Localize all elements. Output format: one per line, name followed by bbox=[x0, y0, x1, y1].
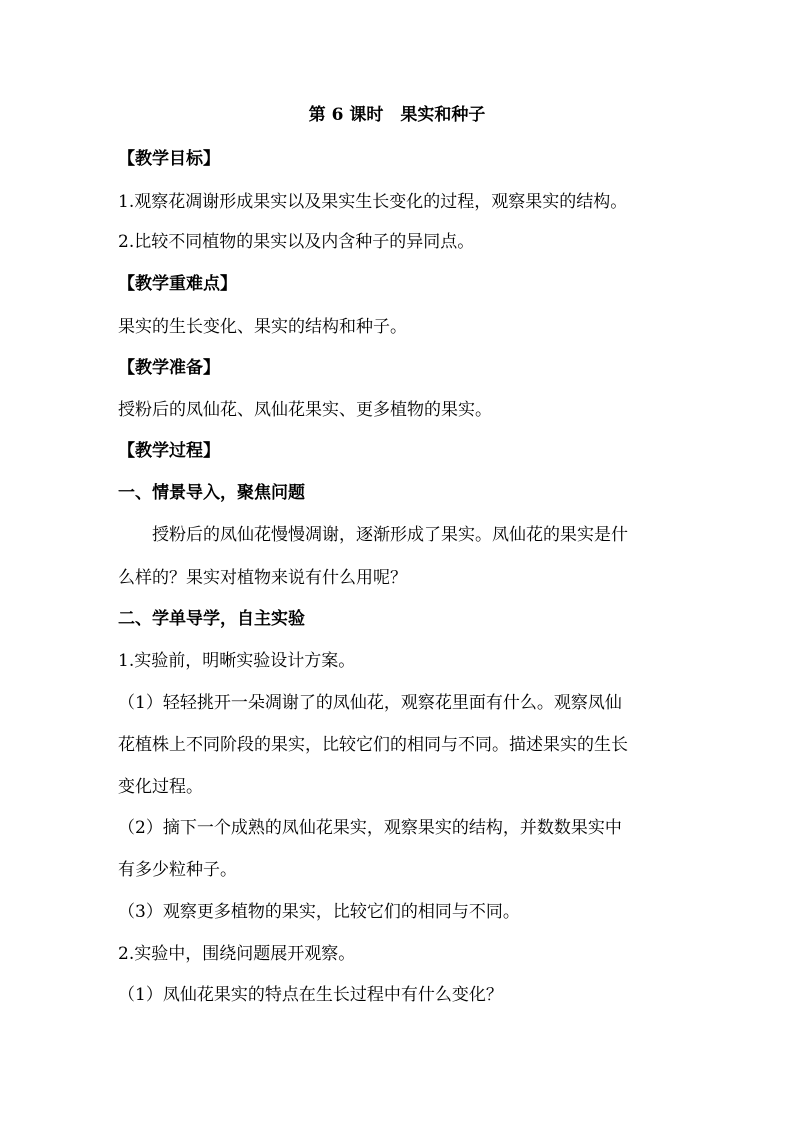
step-1-item-3: （3）观察更多植物的果实，比较它们的相同与不同。 bbox=[118, 902, 520, 922]
section-1-paragraph-line-1: 授粉后的凤仙花慢慢凋谢，逐渐形成了果实。凤仙花的果实是什 bbox=[118, 525, 628, 545]
section-1-paragraph-line-2: 么样的？果实对植物来说有什么用呢？ bbox=[118, 568, 407, 588]
heading-preparation: 【教学准备】 bbox=[118, 358, 220, 378]
step-1-item-2-line-2: 有多少粒种子。 bbox=[118, 860, 237, 880]
page-title: 第 6 课时 果实和种子 bbox=[308, 105, 486, 125]
section-2-heading: 二、学单导学，自主实验 bbox=[118, 609, 305, 629]
section-1-heading: 一、情景导入，聚焦问题 bbox=[118, 483, 305, 503]
goal-item-2: 2.比较不同植物的果实以及内含种子的异同点。 bbox=[118, 232, 475, 252]
step-1-item-1-line-1: （1）轻轻挑开一朵凋谢了的凤仙花，观察花里面有什么。观察凤仙 bbox=[118, 693, 622, 713]
heading-key-points: 【教学重难点】 bbox=[118, 274, 237, 294]
step-1-title: 1.实验前，明晰实验设计方案。 bbox=[118, 651, 356, 671]
step-2-item-1: （1）凤仙花果实的特点在生长过程中有什么变化？ bbox=[118, 985, 503, 1005]
step-2-title: 2.实验中，围绕问题展开观察。 bbox=[118, 944, 356, 964]
step-1-item-2-line-1: （2）摘下一个成熟的凤仙花果实，观察果实的结构，并数数果实中 bbox=[118, 818, 622, 838]
heading-teaching-goals: 【教学目标】 bbox=[118, 149, 220, 169]
key-points-text: 果实的生长变化、果实的结构和种子。 bbox=[118, 317, 407, 337]
preparation-text: 授粉后的凤仙花、凤仙花果实、更多植物的果实。 bbox=[118, 400, 492, 420]
step-1-item-1-line-3: 变化过程。 bbox=[118, 777, 203, 797]
step-1-item-1-line-2: 花植株上不同阶段的果实，比较它们的相同与不同。描述果实的生长 bbox=[118, 735, 628, 755]
heading-process: 【教学过程】 bbox=[118, 441, 220, 461]
goal-item-1: 1.观察花凋谢形成果实以及果实生长变化的过程，观察果实的结构。 bbox=[118, 192, 628, 212]
